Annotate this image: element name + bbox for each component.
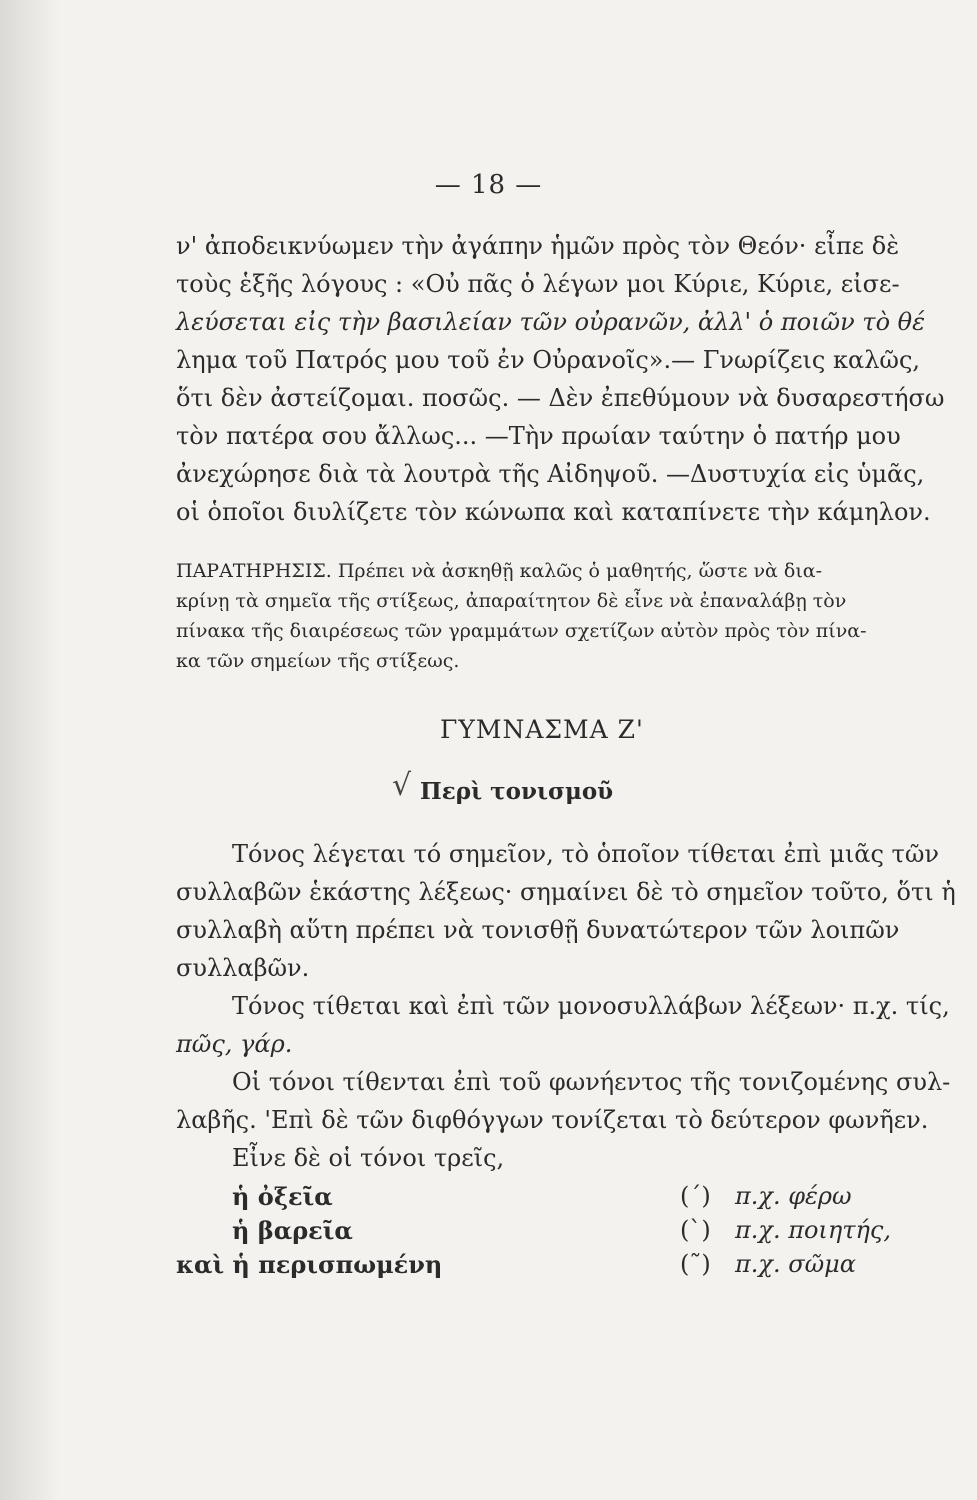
accent-mark-oxeia: (΄) [680,1182,711,1210]
accent-name-bareia: ἡ βαρεῖα [232,1216,353,1245]
remark-line-1: ΠΑΡΑΤΗΡΗΣΙΣ. Πρέπει νὰ ἀσκηθῇ καλῶς ὁ μαθητής, ὥστε νὰ δια- [176,560,823,582]
accent-example-perispomeni: π.χ. σῶμα [735,1250,856,1278]
paragraph1-line-6: τὸν πατέρα σου ἄλλως... —Τὴν πρωίαν ταύτην ὁ πατήρ μου [176,422,901,450]
paragraph2-line-9: Εἶνε δὲ οἱ τόνοι τρεῖς, [232,1144,505,1172]
paragraph1-line-4: λημα τοῦ Πατρός μου τοῦ ἐν Οὐρανοῖς».— Γνωρίζεις καλῶς, [176,346,921,374]
paragraph1-line-8: οἱ ὁποῖοι διυλίζετε τὸν κώνωπα καὶ καταπίνετε τὴν κάμηλον. [176,498,931,526]
accent-mark-bareia: (`) [680,1216,711,1244]
accent-name-perispomeni: καὶ ἡ περισπωμένη [176,1250,443,1279]
page-number: — 18 — [434,170,543,200]
paragraph1-line-3: λεύσεται εἰς τὴν βασιλείαν τῶν οὐρανῶν, ἀλλ' ὁ ποιῶν τὸ θέ [176,308,925,336]
exercise-subtitle: Περὶ τονισμοῦ [420,778,614,805]
paragraph2-line-7: Οἱ τόνοι τίθενται ἐπὶ τοῦ φωνήεντος τῆς τονιζομένης συλ- [232,1068,951,1096]
check-mark: √ [392,768,412,803]
paragraph2-line-8: λαβῆς. 'Επὶ δὲ τῶν διφθόγγων τονίζεται τὸ δεύτερον φωνῆεν. [176,1106,929,1134]
remark-line-4: κα τῶν σημείων τῆς στίξεως. [176,650,460,672]
exercise-title: ΓΥΜΝΑΣΜΑ Ζ' [440,715,644,744]
accent-example-bareia: π.χ. ποιητής, [735,1216,891,1244]
accent-name-oxeia: ἡ ὀξεῖα [232,1182,333,1211]
paragraph1-line-2: τοὺς ἑξῆς λόγους : «Οὐ πᾶς ὁ λέγων μοι Κύριε, Κύριε, εἰσε- [176,270,900,298]
paragraph2-line-1: Τόνος λέγεται τό σημεῖον, τὸ ὁποῖον τίθεται ἐπὶ μιᾶς τῶν [232,840,939,868]
paragraph2-line-2: συλλαβῶν ἑκάστης λέξεως· σημαίνει δὲ τὸ σημεῖον τοῦτο, ὅτι ἡ [176,878,956,906]
paragraph1-line-1: ν' ἀποδεικνύωμεν τὴν ἀγάπην ἡμῶν πρὸς τὸν Θεόν· εἶπε δὲ [176,232,900,260]
paragraph2-line-5: Τόνος τίθεται καὶ ἐπὶ τῶν μονοσυλλάβων λέξεων· π.χ. τίς, [232,992,950,1020]
paragraph2-line-3: συλλαβὴ αὕτη πρέπει νὰ τονισθῇ δυνατώτερον τῶν λοιπῶν [176,916,900,944]
paragraph2-line-4: συλλαβῶν. [176,954,310,982]
accent-example-oxeia: π.χ. φέρω [735,1182,852,1210]
remark-line-2: κρίνῃ τὰ σημεῖα τῆς στίξεως, ἀπαραίτητον δὲ εἶνε νὰ ἐπαναλάβῃ τὸν [176,590,847,612]
paragraph1-line-7: ἀνεχώρησε διὰ τὰ λουτρὰ τῆς Αἰδηψοῦ. —Δυστυχία εἰς ὑμᾶς, [176,460,925,488]
remark-line-3: πίνακα τῆς διαιρέσεως τῶν γραμμάτων σχετίζων αὐτὸν πρὸς τὸν πίνα- [176,620,867,642]
paragraph1-line-5: ὅτι δὲν ἀστείζομαι. ποσῶς. — Δὲν ἐπεθύμουν νὰ δυσαρεστήσω [176,384,945,412]
accent-mark-perispomeni: (῀) [680,1250,711,1278]
page-edge-shadow [0,0,60,1500]
paragraph2-line-6: πῶς, γάρ. [176,1030,293,1058]
